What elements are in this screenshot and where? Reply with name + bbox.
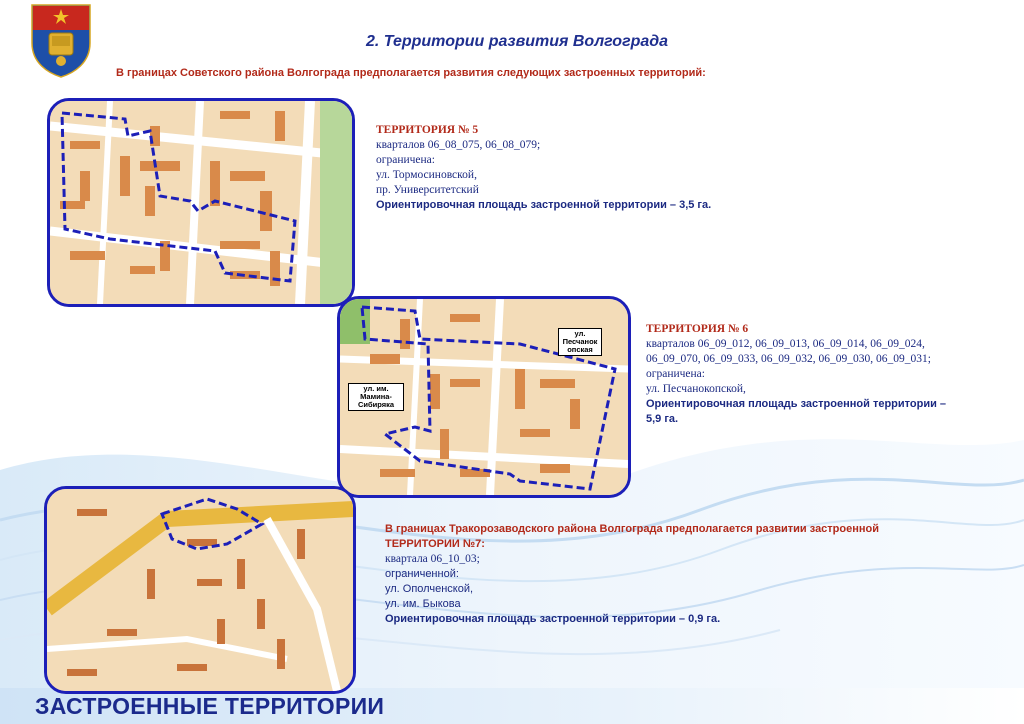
territory-5-street1: ул. Тормосиновской, <box>376 169 477 181</box>
territory-5-area: Ориентировочная площадь застроенной территории – 3,5 га. <box>376 199 712 211</box>
territory-6-info <box>646 322 986 427</box>
territory-7-intro-line2: ТЕРРИТОРИИ №7: <box>385 538 485 550</box>
territory-7-area: Ориентировочная площадь застроенной территории – 0,9 га. <box>385 613 721 625</box>
territory-7-bounded: ограниченной: <box>385 568 459 580</box>
territory-5-bounded: ограничена: <box>376 154 435 166</box>
territory-5-heading: ТЕРРИТОРИЯ № 5 <box>376 124 479 136</box>
map-territory-7 <box>44 486 356 694</box>
territory-5-street2: пр. Университетский <box>376 184 479 196</box>
callout-peschanokopskaya: ул. Песчанок опская <box>558 328 602 356</box>
page-title: 2. Территории развития Волгограда <box>366 33 669 50</box>
territory-6-quarters-line2: 06_09_070, 06_09_033, 06_09_032, 06_09_030, 06_09_031; <box>646 353 931 365</box>
territory-6-quarters-line1: кварталов 06_09_012, 06_09_013, 06_09_014, 06_09_024, <box>646 338 925 350</box>
map-territory-5 <box>47 98 355 307</box>
territory-6-street1: ул. Песчанокопской, <box>646 383 746 395</box>
callout-mamina-sibiryaka: ул. им. Мамина-Сибиряка <box>348 383 404 411</box>
territory-6-heading: ТЕРРИТОРИЯ № 6 <box>646 323 749 335</box>
page-subtitle: В границах Советского района Волгограда предполагается развития следующих застроенных территорий: <box>116 67 706 79</box>
territory-7-quarters: квартала 06_10_03; <box>385 553 480 565</box>
territory-7-street1: ул. Ополченской, <box>385 583 474 595</box>
territory-5-info <box>376 123 736 213</box>
territory-5-quarters: кварталов 06_08_075, 06_08_079; <box>376 139 541 151</box>
territory-7-street2: ул. им. Быкова <box>385 598 461 610</box>
territory-6-area-line1: Ориентировочная площадь застроенной территории – <box>646 398 947 410</box>
territory-6-bounded: ограничена: <box>646 368 705 380</box>
territory-7-intro-line1: В границах Тракорозаводского района Волгограда предполагается развитии застроенной <box>385 523 880 535</box>
footer-title: ЗАСТРОЕННЫЕ ТЕРРИТОРИИ <box>35 693 385 719</box>
map-territory-6 <box>337 296 631 498</box>
city-emblem-icon <box>30 3 92 78</box>
territory-6-area-line2: 5,9 га. <box>646 413 679 425</box>
territory-7-info <box>385 522 925 627</box>
